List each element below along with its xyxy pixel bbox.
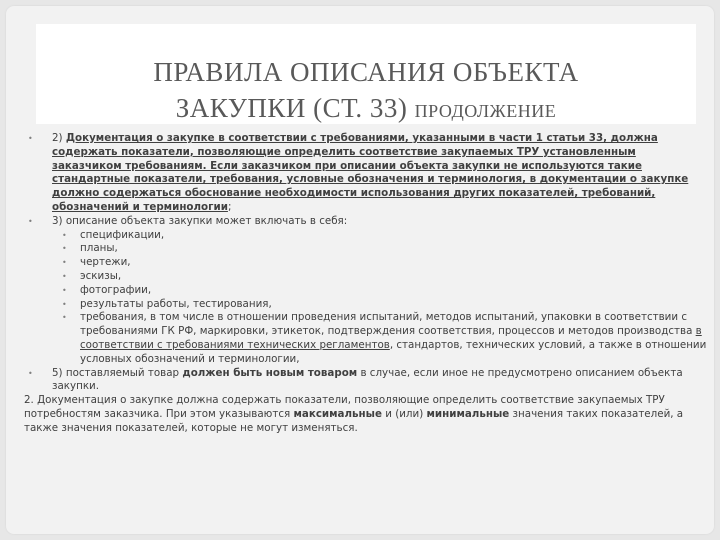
list-item — [18, 215, 708, 229]
paragraph-2-text: 2. Документация о закупке должна содержать показатели, позволяющие определить соответствие закупаемых ТРУ потребностям заказчика. При этом указываются — [24, 394, 665, 420]
bullet-icon: • — [62, 271, 67, 281]
bullet-icon: • — [62, 285, 67, 295]
sub-item-text: результаты работы, тестирования, — [80, 297, 272, 310]
sub-item-text: , стандартов, технических условий, а также в отношении условных обозначений и терминологии, — [80, 338, 707, 365]
sub-list-item — [18, 256, 708, 270]
title-line-1: ПРАВИЛА ОПИСАНИЯ ОБЪЕКТА — [153, 57, 579, 87]
item-5-text: 5) поставляемый товар — [52, 366, 183, 379]
sub-list-item — [18, 242, 708, 256]
bullet-icon: • — [62, 299, 67, 309]
sub-list-item — [18, 284, 708, 298]
punctuation: ; — [227, 200, 232, 213]
slide-body — [18, 132, 708, 436]
bullet-icon: • — [28, 368, 33, 378]
bullet-icon: • — [62, 230, 67, 240]
item-5-emphasis: должен быть новым товаром — [182, 366, 358, 379]
sub-list-item — [18, 298, 708, 312]
bullet-icon: • — [28, 216, 33, 226]
sub-item-text: планы, — [80, 242, 118, 255]
paragraph-2 — [18, 394, 708, 435]
bullet-icon: • — [62, 313, 67, 323]
item-number: 2) — [52, 132, 66, 144]
bullet-icon: • — [62, 258, 67, 268]
item-2-requirement: Документация о закупке в соответствии с требованиями, указанными в части 1 статьи 33, должна содержать показатели, позволяющие определить соответствие закупаемых ТРУ установленным заказчиком требованиям. Если заказчиком при описании объекта закупки не используются такие стандартные показатели, требования, условные обозначения и терминология, в документации о закупке должно содержаться обоснование необходимости использования других показателей, требований, обозначений и терминологии — [52, 132, 689, 213]
title-line-2: ЗАКУПКИ (СТ. 33) — [175, 93, 415, 123]
sub-list-item — [18, 229, 708, 243]
sub-item-text: спецификации, — [80, 228, 165, 241]
title-line-2-suffix: ПРОДОЛЖЕНИЕ — [414, 101, 557, 121]
bullet-icon: • — [28, 134, 33, 143]
item-3-text: 3) описание объекта закупки может включать в себя: — [52, 214, 348, 227]
bullet-icon: • — [62, 244, 67, 254]
sub-list-item — [18, 311, 708, 366]
paragraph-2-emphasis: минимальные — [426, 407, 510, 420]
list-item — [18, 367, 708, 395]
sub-list-item — [18, 270, 708, 284]
paragraph-2-text: и (или) — [381, 407, 427, 420]
sub-item-text: эскизы, — [80, 269, 122, 282]
list-item — [18, 132, 708, 215]
paragraph-2-emphasis: максимальные — [293, 407, 382, 420]
sub-item-text: требования, в том числе в отношении проведения испытаний, методов испытаний, упаковки в соответствии с требованиями ГК РФ, маркировки, этикеток, подтверждения соответствия, процессов и методов производства — [80, 311, 696, 338]
item-5-text: в случае, если иное не предусмотрено описанием объекта закупки. — [52, 366, 683, 393]
slide-title — [36, 54, 696, 129]
slide — [6, 6, 714, 534]
paragraph-2-text: значения таких показателей, а также значения показателей, которые не могут изменяться. — [24, 407, 684, 434]
sub-item-text: фотографии, — [80, 283, 152, 296]
tech-regulations-link[interactable]: в соответствии с требованиями технических регламентов — [80, 325, 702, 351]
title-box — [36, 24, 696, 124]
sub-item-text: чертежи, — [80, 256, 131, 269]
